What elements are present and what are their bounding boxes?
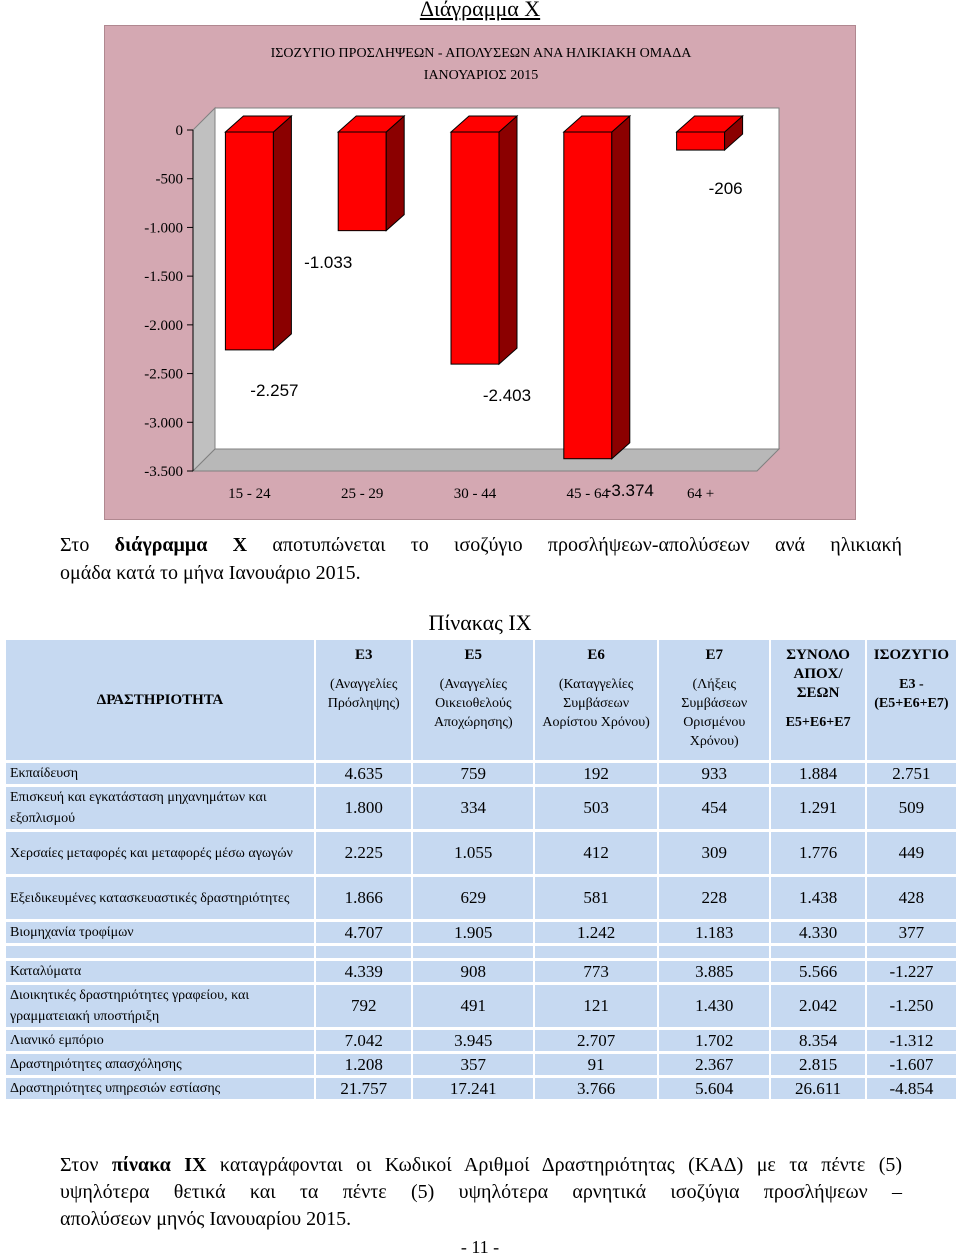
header-e3 bbox=[316, 640, 411, 760]
spacer-cell bbox=[6, 946, 314, 958]
caption-line-2: ομάδα κατά το μήνα Ιανουάριο 2015. bbox=[60, 562, 361, 584]
cell-e5: 908 bbox=[413, 961, 533, 982]
chart bbox=[104, 25, 856, 520]
cell-e6: 91 bbox=[535, 1054, 657, 1075]
row-label: Λιανικό εμπόριο bbox=[6, 1030, 314, 1051]
bar bbox=[564, 132, 612, 459]
y-tick-label: -2.500 bbox=[144, 366, 183, 383]
footer-bold: πίνακα ΙΧ bbox=[111, 1154, 207, 1176]
table-caption bbox=[60, 1152, 902, 1233]
chart-caption bbox=[60, 531, 902, 587]
spacer-cell bbox=[316, 946, 411, 958]
cell-total: 4.330 bbox=[771, 922, 864, 943]
header-total-sub: Ε5+Ε6+Ε7 bbox=[785, 715, 851, 730]
x-tick-label: 30 - 44 bbox=[453, 486, 497, 502]
table-header-row bbox=[6, 640, 956, 760]
cell-e6: 2.707 bbox=[535, 1030, 657, 1051]
header-e6 bbox=[535, 640, 657, 760]
table-row bbox=[6, 832, 956, 874]
spacer-cell bbox=[535, 946, 657, 958]
bar bbox=[451, 132, 499, 364]
cell-e6: 503 bbox=[535, 787, 657, 829]
cell-e6: 1.242 bbox=[535, 922, 657, 943]
header-e7 bbox=[659, 640, 769, 760]
cell-e3: 1.800 bbox=[316, 787, 411, 829]
row-label: Καταλύματα bbox=[6, 961, 314, 982]
table-row bbox=[6, 961, 956, 982]
cell-total: 1.291 bbox=[771, 787, 864, 829]
header-total-code: ΣΥΝΟΛΟ ΑΠΟΧ/ΣΕΩΝ bbox=[786, 647, 850, 701]
row-label: Βιομηχανία τροφίμων bbox=[6, 922, 314, 943]
cell-balance: -4.854 bbox=[867, 1078, 956, 1099]
table-title: Πίνακας ΙΧ bbox=[428, 610, 532, 635]
bar-side bbox=[386, 116, 404, 231]
cell-balance: 449 bbox=[867, 832, 956, 874]
cell-balance: -1.250 bbox=[867, 985, 956, 1027]
cell-e7: 3.885 bbox=[659, 961, 769, 982]
spacer-cell bbox=[659, 946, 769, 958]
cell-e6: 412 bbox=[535, 832, 657, 874]
header-e3-code: Ε3 bbox=[354, 647, 373, 663]
y-tick-label: -3.000 bbox=[144, 415, 183, 432]
data-label: -2.403 bbox=[482, 386, 532, 405]
table-row bbox=[6, 1030, 956, 1051]
spacer-row bbox=[6, 946, 956, 958]
cell-e7: 1.702 bbox=[659, 1030, 769, 1051]
cell-total: 5.566 bbox=[771, 961, 864, 982]
table-row bbox=[6, 985, 956, 1027]
table-row bbox=[6, 1054, 956, 1075]
chart-svg bbox=[105, 26, 857, 521]
y-tick-label: 0 bbox=[175, 123, 183, 139]
cell-e7: 1.183 bbox=[659, 922, 769, 943]
cell-e5: 759 bbox=[413, 763, 533, 784]
cell-e3: 792 bbox=[316, 985, 411, 1027]
cell-e7: 2.367 bbox=[659, 1054, 769, 1075]
header-e3-sub: (Αναγγελίες Πρόσληψης) bbox=[327, 677, 400, 711]
header-e5-code: Ε5 bbox=[464, 647, 483, 663]
data-label: -3.374 bbox=[605, 481, 654, 500]
header-e7-code: Ε7 bbox=[705, 647, 723, 663]
caption-bold: διάγραμμα Χ bbox=[114, 534, 248, 556]
chart-side-wall bbox=[193, 108, 215, 471]
header-balance bbox=[867, 640, 956, 760]
footer-line-1 bbox=[60, 1152, 902, 1179]
y-tick-label: -1.500 bbox=[144, 269, 183, 286]
header-activity: ΔΡΑΣΤΗΡΙΟΤΗΤΑ bbox=[6, 640, 314, 760]
cell-e7: 5.604 bbox=[659, 1078, 769, 1099]
cell-balance: 509 bbox=[867, 787, 956, 829]
x-tick-label: 45 - 64 bbox=[566, 486, 610, 502]
header-balance-sub: Ε3 - (Ε5+Ε6+Ε7) bbox=[874, 677, 949, 711]
cell-e7: 309 bbox=[659, 832, 769, 874]
activity-table bbox=[4, 637, 958, 1102]
cell-e3: 1.866 bbox=[316, 877, 411, 919]
cell-e3: 4.707 bbox=[316, 922, 411, 943]
row-label: Δραστηριότητες υπηρεσιών εστίασης bbox=[6, 1078, 314, 1099]
bar-side bbox=[612, 116, 630, 459]
spacer-cell bbox=[413, 946, 533, 958]
x-tick-label: 25 - 29 bbox=[340, 486, 384, 502]
y-tick-label: -1.000 bbox=[144, 220, 183, 237]
cell-balance: 428 bbox=[867, 877, 956, 919]
cell-total: 2.042 bbox=[771, 985, 864, 1027]
cell-e5: 357 bbox=[413, 1054, 533, 1075]
caption-pre: Στο bbox=[60, 534, 115, 556]
x-tick-label: 64 + bbox=[686, 486, 715, 502]
cell-e3: 1.208 bbox=[316, 1054, 411, 1075]
cell-e5: 491 bbox=[413, 985, 533, 1027]
cell-e3: 4.339 bbox=[316, 961, 411, 982]
row-label: Χερσαίες μεταφορές και μεταφορές μέσω αγωγών bbox=[6, 832, 314, 874]
header-total bbox=[771, 640, 864, 760]
cell-balance: 377 bbox=[867, 922, 956, 943]
header-e5 bbox=[413, 640, 533, 760]
table-body bbox=[6, 763, 956, 1099]
table-row bbox=[6, 877, 956, 919]
cell-e3: 2.225 bbox=[316, 832, 411, 874]
cell-e5: 17.241 bbox=[413, 1078, 533, 1099]
header-e6-code: Ε6 bbox=[587, 647, 605, 663]
cell-balance: -1.312 bbox=[867, 1030, 956, 1051]
spacer-cell bbox=[867, 946, 956, 958]
cell-e5: 629 bbox=[413, 877, 533, 919]
cell-e5: 1.905 bbox=[413, 922, 533, 943]
bar bbox=[677, 132, 725, 150]
table-row bbox=[6, 763, 956, 784]
cell-total: 2.815 bbox=[771, 1054, 864, 1075]
header-balance-code: ΙΣΟΖΥΓΙΟ bbox=[873, 647, 949, 663]
chart-plot-area bbox=[144, 108, 779, 502]
cell-total: 26.611 bbox=[771, 1078, 864, 1099]
bar-side bbox=[273, 116, 291, 350]
header-e6-sub: (Καταγγελίες Συμβάσεων Αορίστου Χρόνου) bbox=[542, 677, 650, 730]
row-label: Εξειδικευμένες κατασκευαστικές δραστηριότητες bbox=[6, 877, 314, 919]
y-tick-label: -2.000 bbox=[144, 317, 183, 334]
footer-pre: Στον bbox=[60, 1154, 112, 1176]
cell-e7: 228 bbox=[659, 877, 769, 919]
bar-side bbox=[499, 116, 517, 364]
cell-e5: 1.055 bbox=[413, 832, 533, 874]
y-tick-label: -3.500 bbox=[144, 464, 183, 480]
page-number: - 11 - bbox=[460, 1237, 500, 1257]
bar bbox=[225, 132, 273, 350]
row-label: Εκπαίδευση bbox=[6, 763, 314, 784]
footer-line-2: υψηλότερα θετικά και τα πέντε (5) υψηλότερα αρνητικά ισοζύγια προσλήψεων – bbox=[60, 1181, 902, 1203]
cell-e6: 192 bbox=[535, 763, 657, 784]
header-e5-sub: (Αναγγελίες Οικειοθελούς Αποχώρησης) bbox=[433, 677, 513, 730]
cell-e5: 3.945 bbox=[413, 1030, 533, 1051]
chart-floor bbox=[193, 449, 779, 471]
table-row bbox=[6, 922, 956, 943]
row-label: Διοικητικές δραστηριότητες γραφείου, και γραμματειακή υποστήριξη bbox=[6, 985, 314, 1027]
data-label: -2.257 bbox=[250, 381, 299, 400]
cell-total: 1.438 bbox=[771, 877, 864, 919]
cell-e6: 581 bbox=[535, 877, 657, 919]
row-label: Επισκευή και εγκατάσταση μηχανημάτων και εξοπλισμού bbox=[6, 787, 314, 829]
cell-total: 1.884 bbox=[771, 763, 864, 784]
cell-balance: 2.751 bbox=[867, 763, 956, 784]
cell-e5: 334 bbox=[413, 787, 533, 829]
footer-line-3: απολύσεων μηνός Ιανουαρίου 2015. bbox=[60, 1208, 352, 1230]
cell-e6: 773 bbox=[535, 961, 657, 982]
cell-e6: 121 bbox=[535, 985, 657, 1027]
cell-balance: -1.227 bbox=[867, 961, 956, 982]
cell-e3: 4.635 bbox=[316, 763, 411, 784]
y-tick-label: -500 bbox=[155, 171, 183, 188]
cell-e7: 1.430 bbox=[659, 985, 769, 1027]
table-row bbox=[6, 787, 956, 829]
chart-title: ΙΣΟΖΥΓΙΟ ΠΡΟΣΛΗΨΕΩΝ - ΑΠΟΛΥΣΕΩΝ ΑΝΑ ΗΛΙΚΙΑΚΗ ΟΜΑΔΑ bbox=[270, 46, 692, 61]
row-label: Δραστηριότητες απασχόλησης bbox=[6, 1054, 314, 1075]
cell-e6: 3.766 bbox=[535, 1078, 657, 1099]
cell-e3: 21.757 bbox=[316, 1078, 411, 1099]
cell-e7: 933 bbox=[659, 763, 769, 784]
diagram-heading: Διάγραμμα Χ bbox=[419, 0, 541, 21]
cell-e3: 7.042 bbox=[316, 1030, 411, 1051]
table-row bbox=[6, 1078, 956, 1099]
chart-subtitle: ΙΑΝΟΥΑΡΙΟΣ 2015 bbox=[423, 68, 539, 83]
footer-post: καταγράφονται οι Κωδικοί Αριθμοί Δραστηριότητας (ΚΑΔ) με τα πέντε (5) bbox=[206, 1154, 903, 1176]
spacer-cell bbox=[771, 946, 864, 958]
data-label: -206 bbox=[708, 179, 743, 198]
cell-balance: -1.607 bbox=[867, 1054, 956, 1075]
caption-line-1 bbox=[60, 531, 902, 559]
bar bbox=[338, 132, 386, 231]
data-label: -1.033 bbox=[304, 253, 353, 272]
cell-total: 1.776 bbox=[771, 832, 864, 874]
header-e7-sub: (Λήξεις Συμβάσεων Ορισμένου Χρόνου) bbox=[681, 677, 748, 749]
caption-post: αποτυπώνεται το ισοζύγιο προσλήψεων-απολύσεων ανά ηλικιακή bbox=[247, 534, 903, 556]
cell-e7: 454 bbox=[659, 787, 769, 829]
x-tick-label: 15 - 24 bbox=[228, 486, 271, 502]
cell-total: 8.354 bbox=[771, 1030, 864, 1051]
